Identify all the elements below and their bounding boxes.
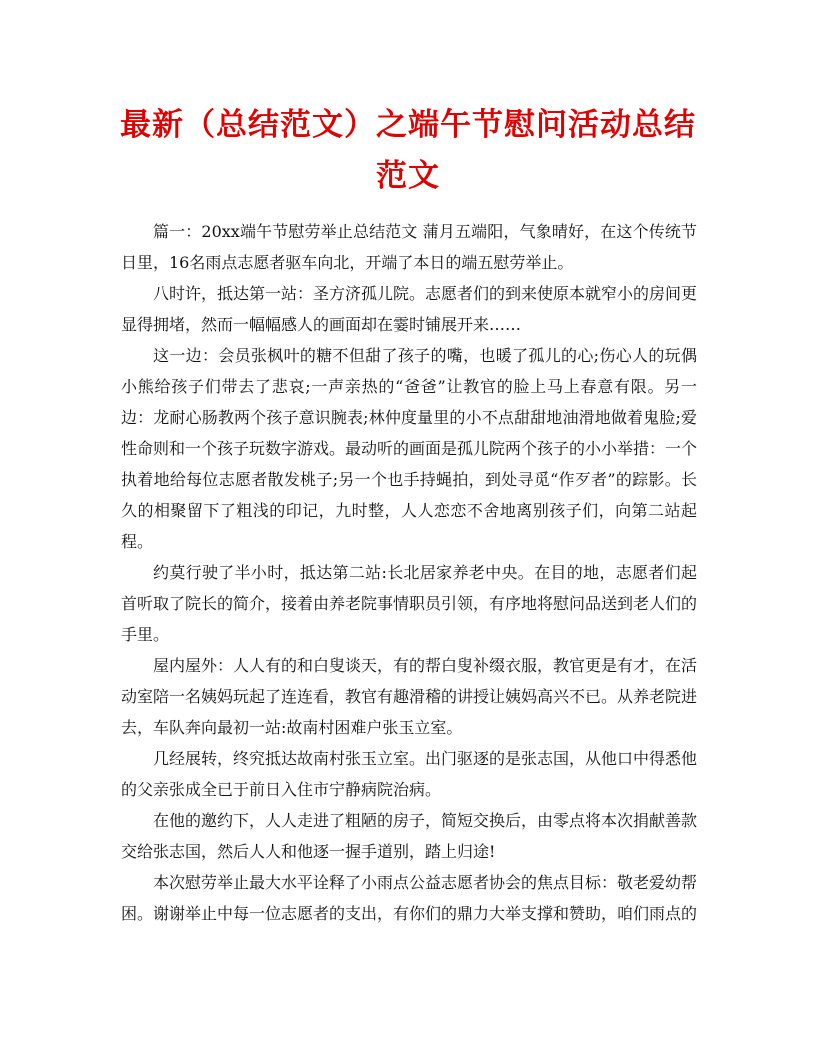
paragraph: 八时许，抵达第一站：圣方济孤儿院。志愿者们的到来使原本就窄小的房间更显得拥堵，然而一幅幅感人的画面却在霎时铺展开来…… bbox=[121, 284, 698, 334]
document-title: 最新（总结范文）之端午节慰问活动总结范文 bbox=[120, 107, 696, 194]
paragraph: 这一边：会员张枫叶的糖不但甜了孩子的嘴，也暖了孤儿的心;伤心人的玩偶小熊给孩子们带去了悲哀;一声亲热的“爸爸”让教官的脸上马上春意有限。另一边：龙耐心肠教两个孩子意识腕表;林仲度量里的小不点甜甜地油滑地做着鬼脸;爱性命则和一个孩子玩数字游戏。最动听的画面是孤儿院两个孩子的小小举措：一个执着地给每位志愿者散发桃子;另一个也手持蝇拍，到处寻觅“作歹者”的踪影。长久的相聚留下了粗浅的印记，九时整，人人恋恋不舍地离别孩子们，向第二站起程。 bbox=[121, 346, 698, 551]
paragraph: 在他的邀约下，人人走进了粗陋的房子，简短交换后，由零点将本次捐献善款交给张志国，然后人人和他逐一握手道别，踏上归途! bbox=[121, 811, 698, 861]
paragraph: 几经展转，终究抵达故南村张玉立室。出门驱逐的是张志国，从他口中得悉他的父亲张成全已于前日入住市宁静病院治病。 bbox=[121, 749, 698, 799]
document-body bbox=[121, 216, 697, 929]
paragraph: 屋内屋外：人人有的和白叟谈天，有的帮白叟补缀衣服，教官更是有才，在活动室陪一名姨妈玩起了连连看，教官有趣滑稽的讲授让姨妈高兴不已。从养老院进去，车队奔向最初一站:故南村困难户张玉立室。 bbox=[121, 656, 698, 737]
paragraph: 约莫行驶了半小时，抵达第二站:长北居家养老中央。在目的地，志愿者们起首听取了院长的简介，接着由养老院事情职员引领，有序地将慰问品送到老人们的手里。 bbox=[121, 563, 698, 644]
paragraph: 本次慰劳举止最大水平诠释了小雨点公益志愿者协会的焦点目标：敬老爱幼帮困。谢谢举止中每一位志愿者的支出，有你们的鼎力大举支撑和赞助，咱们雨点的 bbox=[121, 873, 698, 923]
paragraph: 篇一：20xx端午节慰劳举止总结范文 蒲月五端阳，气象晴好，在这个传统节日里，16名雨点志愿者驱车向北，开端了本日的端五慰劳举止。 bbox=[121, 222, 697, 272]
